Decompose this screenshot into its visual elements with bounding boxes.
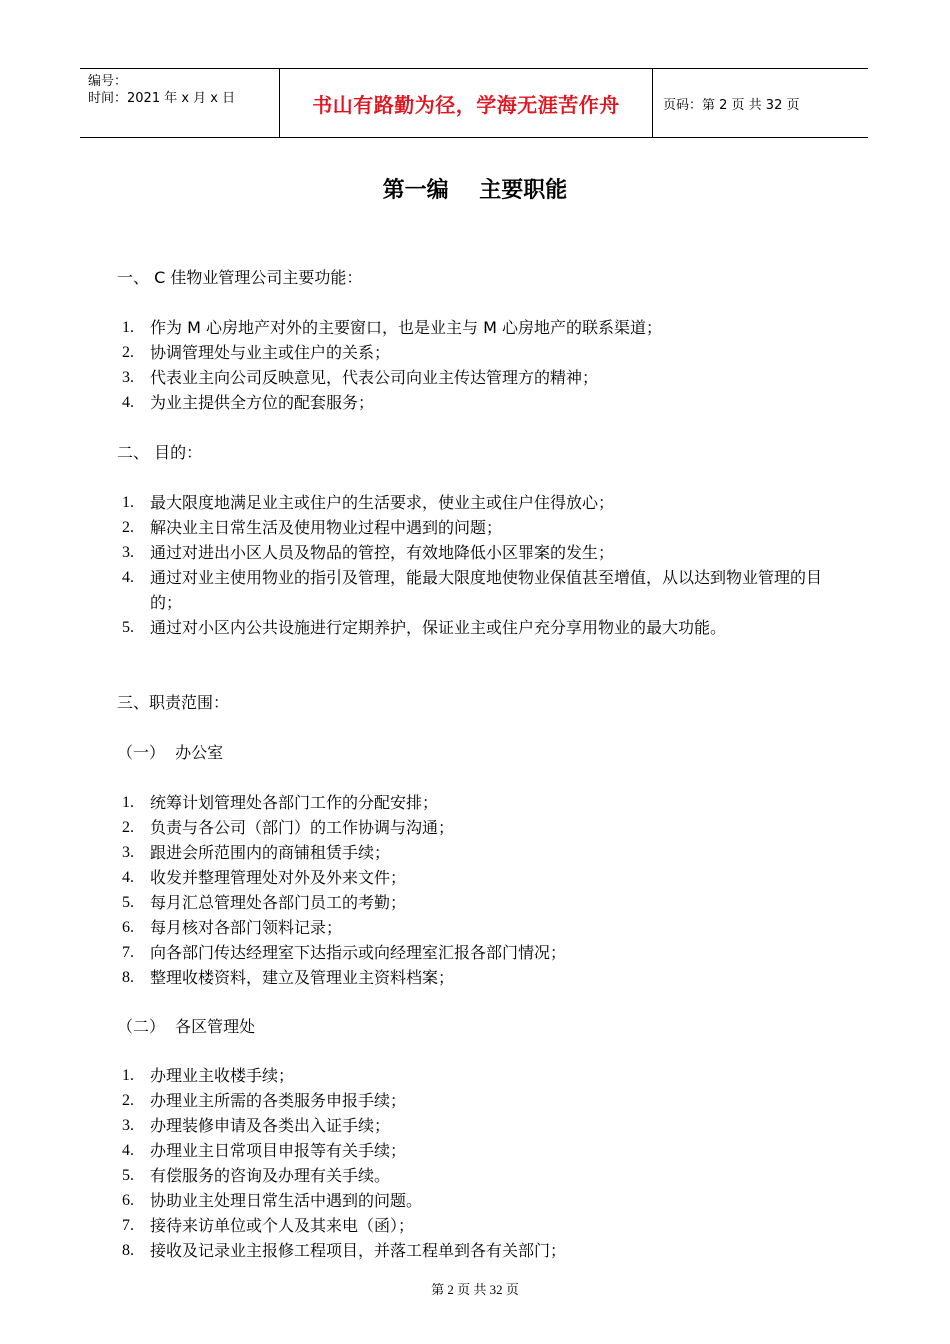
list-item xyxy=(122,315,842,340)
header-meta-cell xyxy=(80,69,280,137)
list-item xyxy=(122,790,842,815)
list-item xyxy=(122,865,842,890)
list-item-text: 解决业主日常生活及使用物业过程中遇到的问题； xyxy=(150,518,503,537)
time-label: 时间：2021 年 x 月 x 日 xyxy=(88,91,236,106)
list-item xyxy=(122,615,842,640)
list-item-number: 7. xyxy=(122,1217,134,1234)
list-item xyxy=(122,1063,842,1088)
list-item-number: 5. xyxy=(122,1167,134,1184)
list-item-text: 办理业主所需的各类服务申报手续； xyxy=(150,1091,407,1110)
list-item-number: 3. xyxy=(122,544,134,561)
list-item xyxy=(122,890,842,915)
functions-list xyxy=(122,315,842,415)
list-item-text: 每月汇总管理处各部门员工的考勤； xyxy=(150,893,407,912)
list-item xyxy=(122,390,842,415)
list-item-text: 协调管理处与业主或住户的关系； xyxy=(150,343,391,362)
list-item xyxy=(122,815,842,840)
list-item-number: 4. xyxy=(122,394,134,411)
list-item-number: 5. xyxy=(122,894,134,911)
list-item-number: 3. xyxy=(122,369,134,386)
list-item xyxy=(122,565,842,615)
section-heading-purpose: 二、 目的： xyxy=(117,443,203,462)
list-item xyxy=(122,490,842,515)
list-item-number: 3. xyxy=(122,844,134,861)
list-item-text: 有偿服务的咨询及办理有关手续。 xyxy=(150,1166,391,1185)
list-item-text: 通过对进出小区人员及物品的管控，有效地降低小区罪案的发生； xyxy=(150,543,615,562)
list-item-text: 每月核对各部门领料记录； xyxy=(150,918,343,937)
list-item xyxy=(122,340,842,365)
list-item xyxy=(122,840,842,865)
list-item-text: 最大限度地满足业主或住户的生活要求，使业主或住户住得放心； xyxy=(150,493,615,512)
list-item-text: 通过对业主使用物业的指引及管理，能最大限度地使物业保值甚至增值，从以达到物业管理的目的； xyxy=(150,568,823,612)
list-item xyxy=(122,540,842,565)
list-item xyxy=(122,1213,842,1238)
list-item-number: 8. xyxy=(122,969,134,986)
list-item-text: 向各部门传达经理室下达指示或向经理室汇报各部门情况； xyxy=(150,943,567,962)
list-item-number: 6. xyxy=(122,1192,134,1209)
list-item xyxy=(122,965,842,990)
list-item-text: 协助业主处理日常生活中遇到的问题。 xyxy=(150,1191,423,1210)
list-item-number: 1. xyxy=(122,494,134,511)
page-footer: 第 2 页 共 32 页 xyxy=(431,1282,519,1297)
list-item xyxy=(122,1138,842,1163)
list-item-number: 6. xyxy=(122,919,134,936)
list-item xyxy=(122,915,842,940)
list-item-number: 2. xyxy=(122,1092,134,1109)
purpose-list xyxy=(122,490,842,640)
slogan-cell xyxy=(280,69,653,137)
page-info-cell xyxy=(653,69,868,137)
list-item xyxy=(122,1163,842,1188)
list-item-number: 2. xyxy=(122,819,134,836)
list-item-text: 代表业主向公司反映意见，代表公司向业主传达管理方的精神； xyxy=(150,368,599,387)
list-item-number: 2. xyxy=(122,519,134,536)
list-item-number: 2. xyxy=(122,344,134,361)
list-item-text: 办理装修申请及各类出入证手续； xyxy=(150,1116,391,1135)
list-item-text: 跟进会所范围内的商铺租赁手续； xyxy=(150,843,391,862)
list-item-number: 3. xyxy=(122,1117,134,1134)
list-item-number: 1. xyxy=(122,794,134,811)
district-duties-list xyxy=(122,1063,842,1263)
list-item xyxy=(122,1113,842,1138)
list-item-text: 办理业主日常项目申报等有关手续； xyxy=(150,1141,407,1160)
subsection-heading-district-offices: （二） 各区管理处 xyxy=(117,1017,256,1036)
list-item-number: 4. xyxy=(122,569,134,586)
list-item xyxy=(122,365,842,390)
serial-number-label: 编号： xyxy=(88,74,128,89)
list-item xyxy=(122,1238,842,1263)
list-item-text: 负责与各公司（部门）的工作协调与沟通； xyxy=(150,818,455,837)
list-item-text: 通过对小区内公共设施进行定期养护，保证业主或住户充分享用物业的最大功能。 xyxy=(150,618,727,637)
slogan-text: 书山有路勤为径，学海无涯苦作舟 xyxy=(312,92,620,117)
list-item xyxy=(122,1088,842,1113)
list-item-text: 作为 M 心房地产对外的主要窗口，也是业主与 M 心房地产的联系渠道； xyxy=(150,318,662,337)
list-item-number: 4. xyxy=(122,869,134,886)
page-title: 第一编 主要职能 xyxy=(382,178,568,203)
list-item-text: 为业主提供全方位的配套服务； xyxy=(150,393,375,412)
section-heading-scope: 三、职责范围： xyxy=(117,693,230,712)
list-item-text: 办理业主收楼手续； xyxy=(150,1066,295,1085)
list-item-number: 1. xyxy=(122,319,134,336)
office-duties-list xyxy=(122,790,842,990)
document-header xyxy=(80,68,868,138)
list-item xyxy=(122,515,842,540)
list-item-number: 4. xyxy=(122,1142,134,1159)
list-item-number: 7. xyxy=(122,944,134,961)
list-item xyxy=(122,1188,842,1213)
list-item-text: 整理收楼资料，建立及管理业主资料档案； xyxy=(150,968,455,987)
list-item-number: 5. xyxy=(122,619,134,636)
list-item-number: 8. xyxy=(122,1242,134,1259)
list-item xyxy=(122,940,842,965)
list-item-text: 接收及记录业主报修工程项目，并落工程单到各有关部门； xyxy=(150,1241,567,1260)
page-info-text: 页码：第 2 页 共 32 页 xyxy=(663,97,800,113)
subsection-heading-office: （一） 办公室 xyxy=(117,743,224,762)
list-item-text: 接待来访单位或个人及其来电（函）； xyxy=(150,1216,415,1235)
list-item-text: 收发并整理管理处对外及外来文件； xyxy=(150,868,407,887)
list-item-text: 统筹计划管理处各部门工作的分配安排； xyxy=(150,793,439,812)
list-item-number: 1. xyxy=(122,1067,134,1084)
section-heading-functions: 一、 C 佳物业管理公司主要功能： xyxy=(117,268,363,287)
